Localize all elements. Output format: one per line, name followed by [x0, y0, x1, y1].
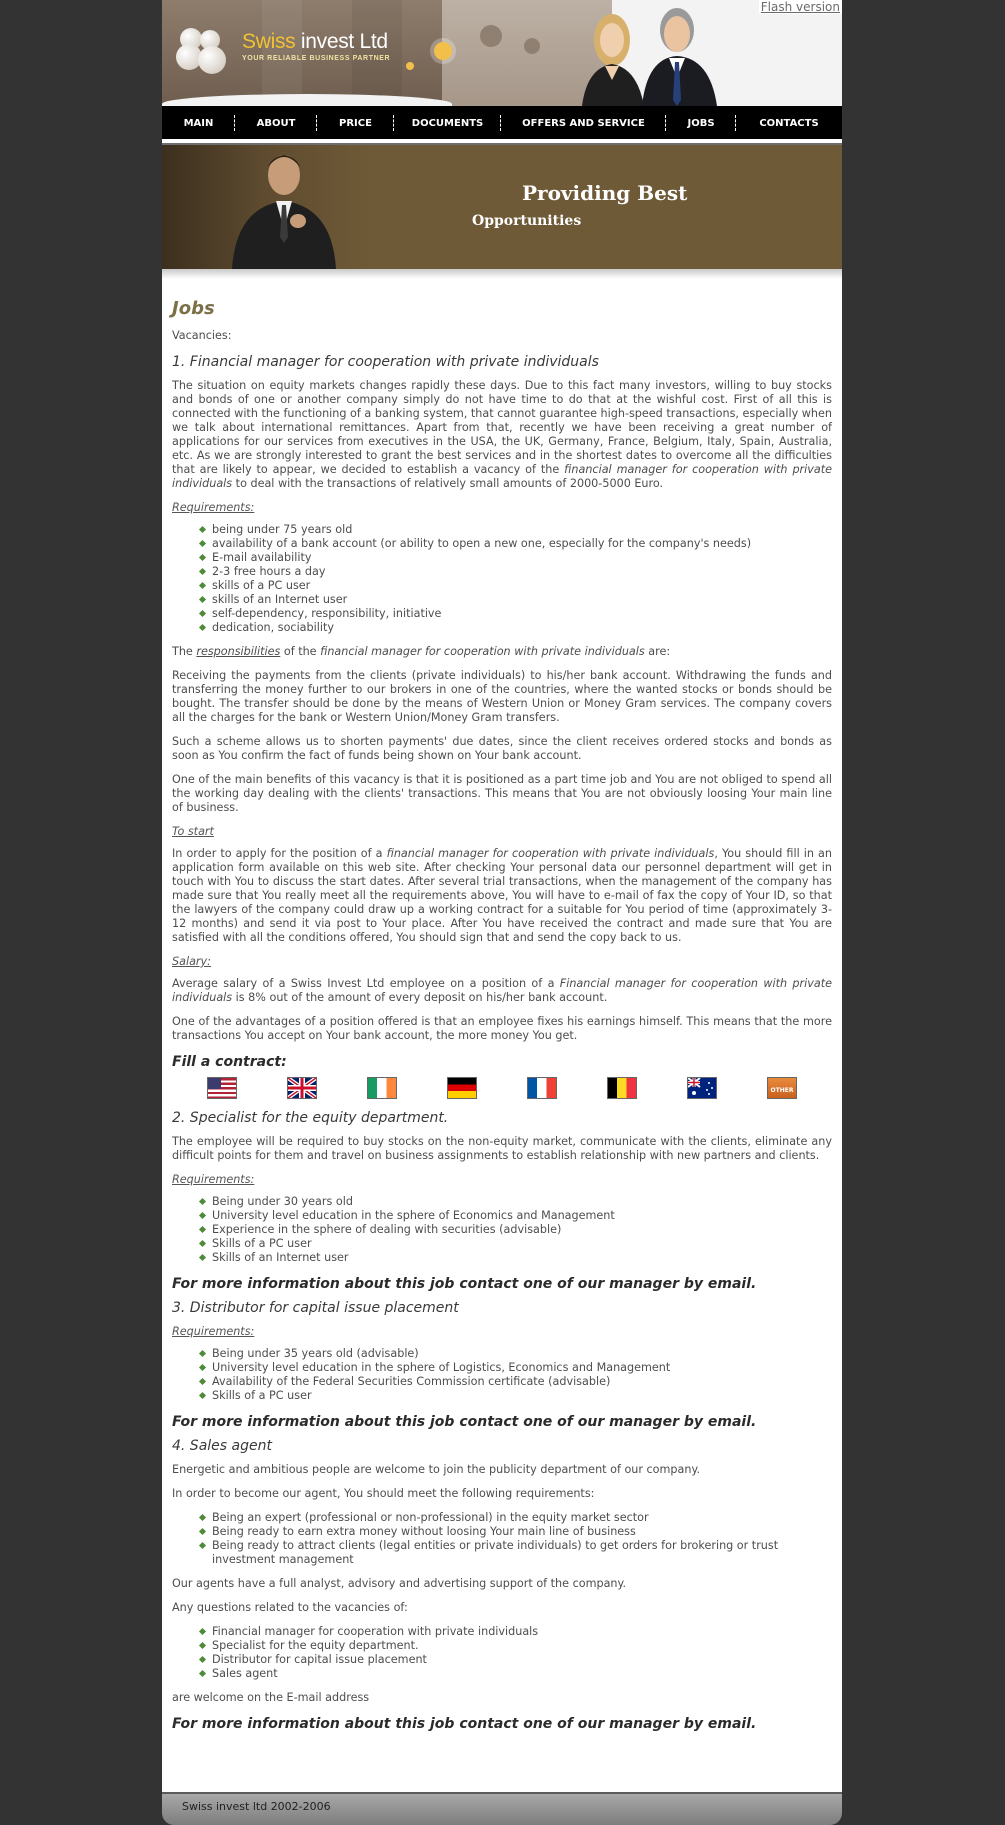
job1-para1: Receiving the payments from the clients (private individuals) to his/her bank account. Withdrawing the funds and transferring the money further to our brokers in one of the countries, where the wanted stocks or bonds should be bought. The transfer should be done by the means of Western Union or Money Gram services. The company covers all the charges for the bank or Western Union/Money Gram transfers.: [172, 669, 832, 724]
banner-subheadline: Opportunities: [472, 213, 582, 229]
ireland-flag-icon[interactable]: [367, 1077, 397, 1099]
job2-requirements-list: [200, 1195, 832, 1265]
list-item: Being under 35 years old (advisable): [200, 1347, 832, 1361]
list-item: 2-3 free hours a day: [200, 565, 832, 579]
businessman-image: [212, 145, 352, 269]
france-flag-icon[interactable]: [527, 1077, 557, 1099]
list-item: self-dependency, responsibility, initiative: [200, 607, 832, 621]
list-item: skills of a PC user: [200, 579, 832, 593]
job1-para3: One of the main benefits of this vacancy is that it is positioned as a part time job and You are not obliged to spend all the working day dealing with the clients' transactions. This means that You are not obviously loosing Your main line of business.: [172, 773, 832, 814]
decor-dot: [434, 42, 452, 60]
list-item: Being ready to attract clients (legal entities or private individuals) to get orders for brokering or trust investment management: [200, 1539, 832, 1567]
job1-start-text: In order to apply for the position of a financial manager for cooperation with private individuals, You should fill in an application form available on this web site. After checking Your personal data our personnel department will get in touch with You to discuss the start dates. After several trial transactions, when the management of the company has made sure that You really meet all the requirements above, You will have to e-mail of fax the copy of Your ID, so that the lawyers of the company could draw up a working contract for a suitable for You period of time (approximately 3-12 months) and send it via post to Your place. After You have received the contract and made sure that You are satisfied with all the conditions offered, You should sign that and send the copy back to us.: [172, 847, 832, 944]
nav-jobs[interactable]: JOBS: [666, 106, 736, 139]
job2-intro: The employee will be required to buy stocks on the non-equity market, communicate with the clients, eliminate any difficult points for them and travel on business assignments to establish relationship with new partners and clients.: [172, 1135, 832, 1162]
job4-para4: Any questions related to the vacancies of:: [172, 1601, 408, 1614]
site-footer: [162, 1792, 842, 1825]
nav-contacts[interactable]: CONTACTS: [759, 118, 819, 129]
job4-para2: In order to become our agent, You should meet the following requirements:: [172, 1487, 595, 1500]
job1-advantage: One of the advantages of a position offered is that an employee fixes his earnings himself. This means that the more transactions You accept on Your bank account, the more money You get.: [172, 1015, 832, 1042]
job1-title: 1. Financial manager for cooperation with private individuals: [172, 354, 599, 370]
vacancies-list: [200, 1625, 832, 1681]
decor-dot: [524, 38, 540, 54]
job4-contact-note: For more information about this job contact one of our manager by email.: [172, 1716, 757, 1732]
decor-dot: [406, 62, 414, 70]
uk-flag-icon[interactable]: [287, 1077, 317, 1099]
job4-requirements-list: [200, 1511, 832, 1567]
site-header: [162, 0, 842, 106]
job1-start-label: To start: [172, 825, 214, 838]
flash-version-link[interactable]: Flash version: [760, 0, 840, 14]
page-wrapper: [162, 0, 842, 1823]
job3-title: 3. Distributor for capital issue placement: [172, 1300, 459, 1316]
fill-contract-label: Fill a contract:: [172, 1054, 287, 1070]
list-item: Sales agent: [200, 1667, 832, 1681]
hero-banner: [162, 145, 842, 269]
list-item: Being ready to earn extra money without loosing Your main line of business: [200, 1525, 832, 1539]
job2-contact-note: For more information about this job contact one of our manager by email.: [172, 1276, 757, 1292]
list-item: Skills of an Internet user: [200, 1251, 832, 1265]
list-item: Availability of the Federal Securities Commission certificate (advisable): [200, 1375, 832, 1389]
footer-copyright: Swiss invest ltd 2002-2006: [182, 1800, 331, 1813]
job4-para3: Our agents have a full analyst, advisory and advertising support of the company.: [172, 1577, 627, 1590]
list-item: E-mail availability: [200, 551, 832, 565]
job3-contact-note: For more information about this job contact one of our manager by email.: [172, 1414, 757, 1430]
list-item: Skills of a PC user: [200, 1237, 832, 1251]
list-item: University level education in the sphere of Logistics, Economics and Management: [200, 1361, 832, 1375]
banner-shadow: [162, 269, 842, 279]
decor-dot: [480, 25, 502, 47]
email-note: are welcome on the E-mail address: [172, 1691, 370, 1704]
contract-flags: [172, 1077, 832, 1099]
job1-salary-text: Average salary of a Swiss Invest Ltd employee on a position of a Financial manager for cooperation with private individuals is 8% out of the amount of every deposit on his/her bank account.: [172, 977, 832, 1004]
logo-tagline: YOUR RELIABLE BUSINESS PARTNER: [242, 55, 391, 62]
nav-main[interactable]: MAIN: [162, 106, 235, 139]
banner-headline: Providing Best: [522, 181, 688, 205]
vacancies-label: Vacancies:: [172, 329, 232, 342]
job1-requirements-list: [200, 523, 832, 635]
job3-requirements-label: Requirements:: [172, 1325, 255, 1338]
responsibilities-link[interactable]: responsibilities: [196, 645, 281, 658]
nav-offers-and-service[interactable]: OFFERS AND SERVICE: [501, 106, 666, 139]
main-content: [162, 279, 842, 1792]
job3-requirements-list: [200, 1347, 832, 1403]
list-item: University level education in the sphere of Economics and Management: [200, 1209, 832, 1223]
main-navigation: [162, 106, 842, 143]
job1-intro: The situation on equity markets changes rapidly these days. Due to this fact many investors, willing to buy stocks and bonds of one or another company simply do not have time to do that at the wishful cost. First of all this is connected with the functioning of a banking system, that cannot guarantee high-speed transactions, especially when we talk about international remittances. Apart from that, recently we have been receiving a great number of applications for our services from executives in the USA, the UK, Germany, France, Belgium, Italy, Spain, Australia, etc. As we are strongly interested to grant the best services and in the shortest dates to overcome all the difficulties that are likely to appear, we decided to establish a vacancy of the financial manager for cooperation with private individuals to deal with the transactions of relatively small amounts of 2000-5000 Euro.: [172, 379, 832, 490]
nav-about[interactable]: ABOUT: [235, 106, 317, 139]
list-item: Specialist for the equity department.: [200, 1639, 832, 1653]
other-flag-label: OTHER: [770, 1087, 794, 1094]
business-people-image: [542, 0, 742, 106]
list-item: Being an expert (professional or non-professional) in the equity market sector: [200, 1511, 832, 1525]
list-item: Skills of a PC user: [200, 1389, 832, 1403]
list-item: dedication, sociability: [200, 621, 832, 635]
germany-flag-icon[interactable]: [447, 1077, 477, 1099]
list-item: Financial manager for cooperation with private individuals: [200, 1625, 832, 1639]
list-item: being under 75 years old: [200, 523, 832, 537]
other-flag-icon[interactable]: [767, 1077, 797, 1099]
job4-para1: Energetic and ambitious people are welcome to join the publicity department of our company.: [172, 1463, 701, 1476]
logo-icon[interactable]: [176, 28, 234, 74]
job1-responsibilities-intro: The responsibilities of the financial manager for cooperation with private individuals are:: [172, 645, 671, 658]
list-item: skills of an Internet user: [200, 593, 832, 607]
page-title: Jobs: [172, 298, 215, 319]
list-item: Distributor for capital issue placement: [200, 1653, 832, 1667]
australia-flag-icon[interactable]: [687, 1077, 717, 1099]
job1-salary-label: Salary:: [172, 955, 211, 968]
belgium-flag-icon[interactable]: [607, 1077, 637, 1099]
list-item: availability of a bank account (or ability to open a new one, especially for the company's needs): [200, 537, 832, 551]
usa-flag-icon[interactable]: [207, 1077, 237, 1099]
job4-title: 4. Sales agent: [172, 1438, 272, 1454]
job2-requirements-label: Requirements:: [172, 1173, 255, 1186]
job2-title: 2. Specialist for the equity department.: [172, 1110, 449, 1126]
job1-requirements-label: Requirements:: [172, 501, 255, 514]
logo-title[interactable]: Swiss invest Ltd: [242, 30, 388, 53]
list-item: Experience in the sphere of dealing with securities (advisable): [200, 1223, 832, 1237]
nav-documents[interactable]: DOCUMENTS: [394, 106, 501, 139]
job1-para2: Such a scheme allows us to shorten payments' due dates, since the client receives ordered stocks and bonds as soon as You confirm the fact of funds being shown on Your bank account.: [172, 735, 832, 762]
list-item: Being under 30 years old: [200, 1195, 832, 1209]
nav-price[interactable]: PRICE: [317, 106, 394, 139]
